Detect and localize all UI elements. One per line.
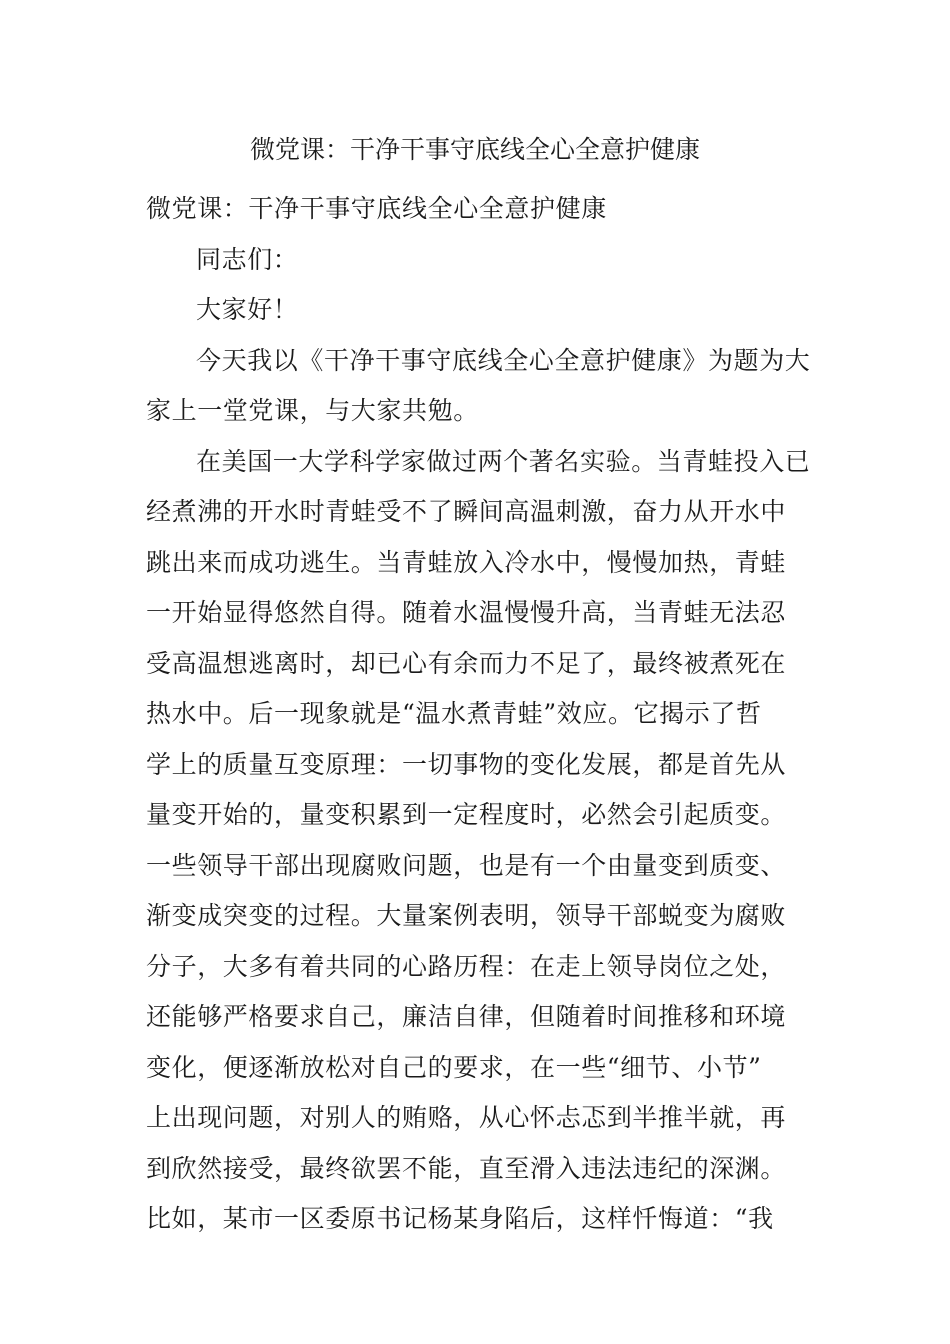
subtitle-line: 微党课：干净干事守底线全心全意护健康 bbox=[146, 194, 607, 223]
document-body bbox=[146, 184, 811, 1245]
text-line: 上出现问题，对别人的贿赂，从心怀忐忑到半推半就，再 bbox=[146, 1103, 787, 1132]
intro-paragraph bbox=[146, 336, 811, 437]
text-line: 热水中。后一现象就是“温水煮青蛙”效应。它揭示了哲 bbox=[146, 699, 762, 728]
text-line: 跳出来而成功逃生。当青蛙放入冷水中，慢慢加热，青蛙 bbox=[146, 547, 787, 577]
text-line: 变化，便逐渐放松对自己的要求，在一些“细节、小节” bbox=[146, 1052, 762, 1082]
salutation-line: 大家好！ bbox=[196, 295, 299, 324]
text-line: 还能够严格要求自己，廉洁自律，但随着时间推移和环境 bbox=[146, 1002, 787, 1031]
text-line: 比如，某市一区委原书记杨某身陷后，这样忏悔道：“我 bbox=[146, 1204, 774, 1233]
text-line: 一开始显得悠然自得。随着水温慢慢升高，当青蛙无法忍 bbox=[146, 598, 787, 627]
text-line: 今天我以《干净干事守底线全心全意护健康》为题为大 bbox=[196, 345, 811, 375]
text-line: 在美国一大学科学家做过两个著名实验。当青蛙投入已 bbox=[196, 446, 811, 476]
text-line: 渐变成突变的过程。大量案例表明，领导干部蜕变为腐败 bbox=[146, 901, 787, 930]
text-line: 家上一堂党课，与大家共勉。 bbox=[146, 396, 479, 425]
text-line: 一些领导干部出现腐败问题，也是有一个由量变到质变、 bbox=[146, 850, 787, 880]
text-line: 量变开始的，量变积累到一定程度时，必然会引起质变。 bbox=[146, 800, 787, 829]
page-title: 微党课：干净干事守底线全心全意护健康 bbox=[249, 135, 700, 164]
text-line: 受高温想逃离时，却已心有余而力不足了，最终被煮死在 bbox=[146, 648, 787, 678]
text-line: 分子，大多有着共同的心路历程：在走上领导岗位之处， bbox=[146, 951, 787, 981]
text-line: 到欣然接受，最终欲罢不能，直至滑入违法违纪的深渊。 bbox=[146, 1153, 787, 1183]
text-line: 学上的质量互变原理：一切事物的变化发展，都是首先从 bbox=[146, 749, 787, 779]
text-line: 经煮沸的开水时青蛙受不了瞬间高温刺激，奋力从开水中 bbox=[146, 497, 787, 526]
greeting-line: 同志们： bbox=[196, 244, 299, 274]
experiment-paragraph bbox=[146, 437, 811, 1245]
